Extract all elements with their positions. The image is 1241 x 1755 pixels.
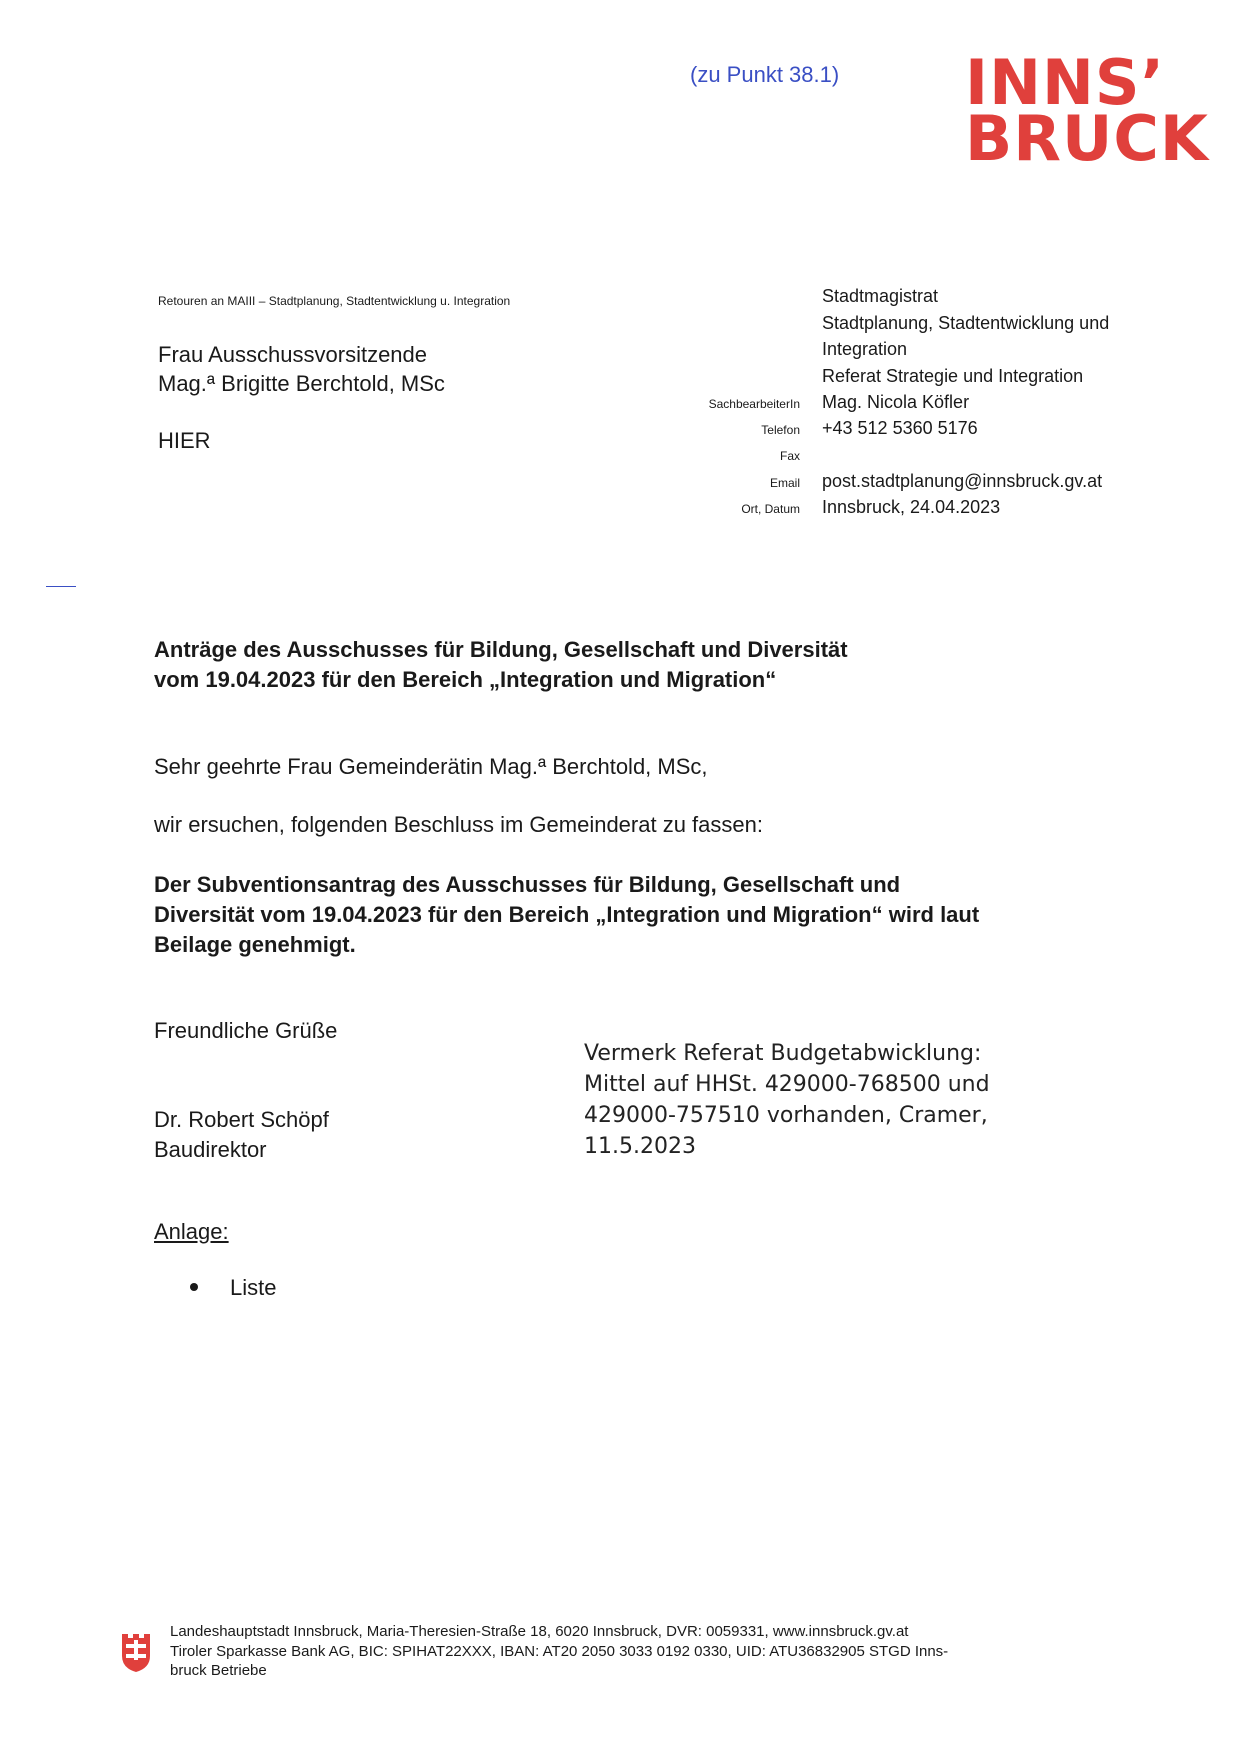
footer-line-2: Tiroler Sparkasse Bank AG, BIC: SPIHAT22XXX, IBAN: AT20 2050 3033 0192 0330, UID: ATU36832905 STGD Inns- xyxy=(170,1642,949,1660)
sender-email[interactable]: post.stadtplanung@innsbruck.gv.at xyxy=(822,471,1103,491)
sender-dept-3: Referat Strategie und Integration xyxy=(822,366,1084,386)
bullet-icon xyxy=(190,1283,198,1291)
label-place-date: Ort, Datum xyxy=(741,502,800,516)
remark-line-1: Vermerk Referat Budgetabwicklung: xyxy=(584,1041,982,1066)
recipient-line-1: Frau Ausschussvorsitzende xyxy=(158,342,428,367)
recipient-block xyxy=(158,340,445,455)
footer-line-1: Landeshauptstadt Innsbruck, Maria-Theresien-Straße 18, 6020 Innsbruck, DVR: 0059331, www.innsbruck.gv.at xyxy=(170,1623,909,1640)
decision-line-2: Diversität vom 19.04.2023 für den Bereich „Integration und Migration“ wird laut xyxy=(154,902,980,927)
signer-title: Baudirektor xyxy=(154,1137,267,1162)
logo-line-1: INNS’ xyxy=(965,46,1166,119)
sender-phone: +43 512 5360 5176 xyxy=(822,418,978,438)
label-fax: Fax xyxy=(779,449,800,463)
signer-name: Dr. Robert Schöpf xyxy=(154,1107,329,1132)
salutation: Sehr geehrte Frau Gemeinderätin Mag.ª Berchtold, MSc, xyxy=(154,754,708,779)
closing-greeting: Freundliche Grüße xyxy=(154,1018,338,1043)
label-phone: Telefon xyxy=(761,423,800,437)
footer-line-3: bruck Betriebe xyxy=(170,1662,267,1679)
recipient-line-2: Mag.ª Brigitte Berchtold, MSc xyxy=(158,371,445,396)
attachment-heading: Anlage: xyxy=(154,1219,229,1244)
innsbruck-logo xyxy=(965,46,1209,175)
agenda-note: (zu Punkt 38.1) xyxy=(690,62,840,87)
logo-line-2: BRUCK xyxy=(965,102,1209,175)
request-text: wir ersuchen, folgenden Beschluss im Gemeinderat zu fassen: xyxy=(154,812,763,837)
remark-line-3: 429000-757510 vorhanden, Cramer, xyxy=(584,1103,988,1128)
city-crest-icon xyxy=(120,1630,152,1674)
budget-remark xyxy=(584,1038,990,1162)
sender-place-date: Innsbruck, 24.04.2023 xyxy=(822,497,1001,517)
decision-line-3: Beilage genehmigt. xyxy=(154,932,356,957)
remark-line-4: 11.5.2023 xyxy=(584,1134,696,1159)
attachment-item xyxy=(190,1275,276,1301)
footer xyxy=(170,1622,948,1681)
recipient-line-3: HIER xyxy=(158,428,211,453)
decision-line-1: Der Subventionsantrag des Ausschusses für Bildung, Gesellschaft und xyxy=(154,872,901,897)
decision-text xyxy=(154,870,979,960)
remark-line-2: Mittel auf HHSt. 429000-768500 und xyxy=(584,1072,990,1097)
sender-dept-2: Integration xyxy=(822,339,908,359)
subject-line-2: vom 19.04.2023 für den Bereich „Integration und Migration“ xyxy=(154,667,777,692)
sender-contact: Mag. Nicola Köfler xyxy=(822,392,970,412)
sender-org: Stadtmagistrat xyxy=(822,286,939,306)
subject xyxy=(154,635,848,695)
fold-mark xyxy=(46,586,76,587)
label-email: Email xyxy=(769,476,800,490)
return-address: Retouren an MAIII – Stadtplanung, Stadtentwicklung u. Integration xyxy=(158,294,511,308)
subject-line-1: Anträge des Ausschusses für Bildung, Gesellschaft und Diversität xyxy=(154,637,848,662)
sender-dept-1: Stadtplanung, Stadtentwicklung und xyxy=(822,313,1110,333)
signer-block xyxy=(154,1105,329,1165)
attachment-item-label: Liste xyxy=(230,1275,277,1300)
label-contact: SachbearbeiterIn xyxy=(708,397,800,411)
